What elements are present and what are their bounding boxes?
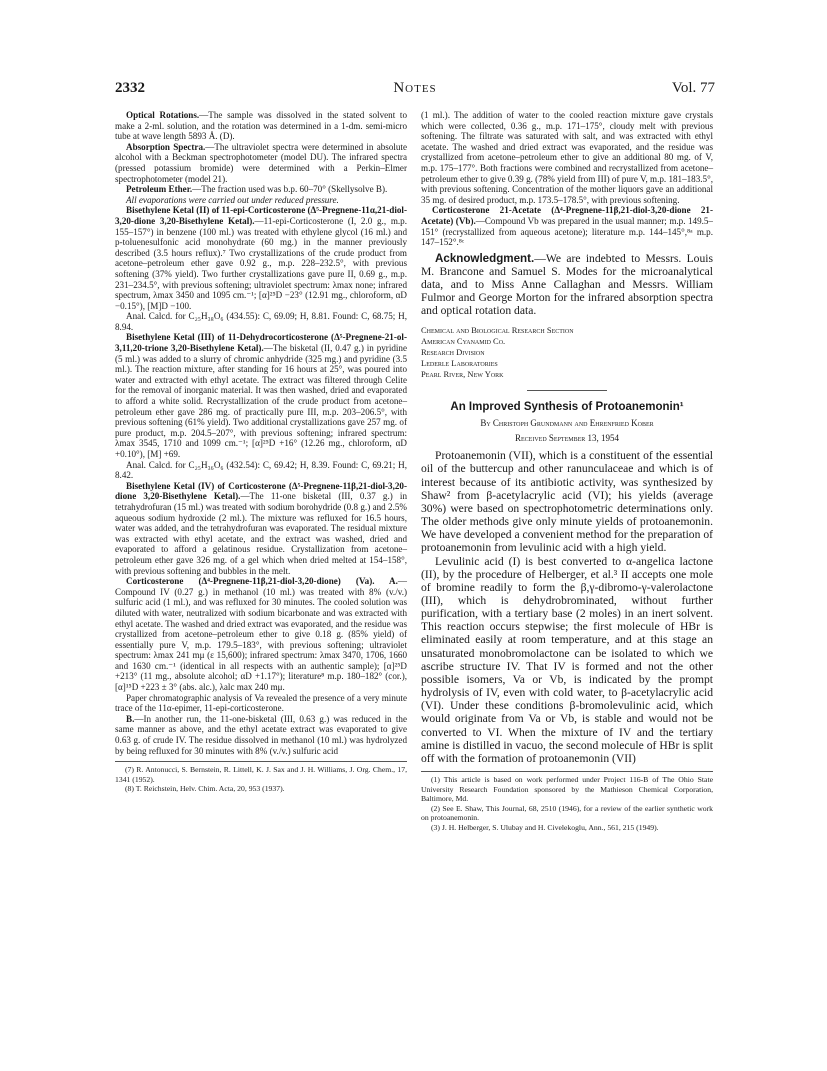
article-title: An Improved Synthesis of Protoanemonin¹ (450, 400, 684, 413)
paragraph-text: (1 ml.). The addition of water to the cooled reaction mixture gave crystals which were collected, 0.36 g., m.p. 171–175°, cloudy melt with previous softening. The filtrate was saturated with salt, and was extracted with ethyl acetate. The washed and dried extract was evaporated, and the residue was crystallized from acetone–petroleum ether to give an additional 80 mg. of V, m.p. 175–177°. Both fractions were combined and recrystallized from acetone–petroleum ether to give 0.39 g. (78% yield from III) of pure V, m.p. 181–183.5°, with previous softening. Concentration of the mother liquors gave an additional 35 mg. of desired product, m.p. 173.5–178.5°, with previous softening. (421, 110, 713, 205)
acknowledgment-heading: Acknowledgment. (435, 251, 535, 265)
paragraph-continued (421, 110, 713, 205)
paragraph-corticosterone-b (115, 714, 407, 756)
run-in-heading: B. (126, 713, 135, 724)
paragraph-text: —11-epi-Corticosterone (I, 2.0 g., m.p. 155–157°) in benzene (100 ml.) was treated with ethylene glycol (16 ml.) and p-toluenesulfonic acid monohydrate (60 mg.) in the manner previously described (3.5 hours reflux).⁷ Two crystallizations of the crude product from acetone–petroleum ether gave 0.92 g., m.p. 228–232.5°, with previous softening (37% yield). Two further crystallizations gave pure II, 0.69 g., m.p. 231–234.5°, with previous softening; ultraviolet spectrum: λmax none; infrared spectrum, λmax 3450 and 1095 cm.⁻¹; [α]²⁵D −23° (12.91 mg., chloroform, αD −0.15°), [M]D −100. (115, 215, 407, 311)
paragraph-acknowledgment (421, 252, 713, 318)
address-line: Pearl River, New York (421, 368, 504, 379)
left-footnotes (115, 761, 407, 794)
footnote-1: (1) This article is based on work performed under Project 116-B of The Ohio State University Research Foundation sponsored by the Mathieson Chemical Corporation, Baltimore, Md. (421, 775, 713, 804)
footnote-3: (3) J. H. Helberger, S. Ulubay and H. Civelekoglu, Ann., 561, 215 (1949). (431, 822, 659, 832)
footnote-2: (2) See E. Shaw, This Journal, 68, 2510 (1946), for a review of the earlier synthetic work on protoanemonin. (421, 803, 713, 823)
received-date: Received September 13, 1954 (514, 432, 619, 443)
paragraph-corticosterone-a (115, 576, 407, 693)
address-line: American Cyanamid Co. (421, 335, 506, 346)
paragraph-absorption-spectra (115, 142, 407, 184)
paragraph-text: —Compound Vb was prepared in the usual manner; m.p. 149.5–151° (recrystallized from aqueous acetone); literature m.p. 144–145°,⁸ᵃ m.p. 147–152°.⁸ᶜ (421, 215, 713, 248)
right-column (421, 110, 713, 832)
paragraph-bisketal-ii (115, 205, 407, 311)
address-line: Chemical and Biological Research Section (421, 324, 574, 335)
paragraph-text: —The 11-one bisketal (III, 0.37 g.) in tetrahydrofuran (15 ml.) was treated with sodium borohydride (0.8 g.) and 2.5% aqueous sodium hydroxide (2 ml.). The mixture was refluxed for 16.5 hours, water was added, and the tetrahydrofuran was evaporated. The residual mixture was extracted with ethyl acetate, and the extract was washed, dried and evaporated to afford a gelatinous residue. Crystallization from acetone–petroleum ether gave 326 mg. of a gel which when dried melted at 154–158°, with previous softening and bubbles in the melt. (115, 491, 407, 576)
paragraph-protoanemonin: Protoanemonin (VII), which is a constituent of the essential oil of the buttercup and other ranunculaceae and which is of interest because of its antibiotic activity, was synthesized by Shaw² from β-acetylacrylic acid (VI); his yields (average 30%) were based on spectrophotometric determinations only. The older methods give only minute yields of protoanemonin. We have developed a convenient method for the preparation of protoanemonin from levulinic acid with a high yield. (421, 449, 713, 555)
run-in-heading: Bisethylene Ketal (III) of 11-Dehydrocorticosterone (Δ⁵-Pregnene-21-ol-3,11,20-trione 3,20-Bisethylene Ketal). (115, 332, 407, 354)
paragraph-text: Paper chromatographic analysis of Va revealed the presence of a very minute trace of the 11α-epimer, 11-epi-corticosterone. (115, 692, 407, 714)
page-header (115, 80, 715, 100)
run-in-heading: Absorption Spectra. (126, 141, 206, 152)
volume-number: Vol. 77 (671, 80, 715, 96)
acknowledgment-block (421, 252, 713, 318)
paragraph-bisketal-iv (115, 481, 407, 576)
paragraph-text: —The bisketal (II, 0.47 g.) in pyridine (5 ml.) was added to a slurry of chromic anhydride (325 mg.) and pyridine (3.5 ml.). The reaction mixture, after standing for 16 hours at 25°, was poured into water and extracted with ethyl acetate. The extract was filtered through Celite for the removal of inorganic material. It was then washed, dried and evaporated to afford a white solid. Recrystallization of the crude product from acetone–petroleum ether gave 286 mg. of practically pure III, m.p. 203–206.5°, with previous softening (61% yield). Two additional crystallizations gave 257 mg. of pure product, m.p. 204.5–207°, with previous softening; infrared spectrum: λmax 3545, 1710 and 1099 cm.⁻¹; [α]²⁵D +16° (12.26 mg., chloroform, αD +0.10°), [M] +69. (115, 343, 407, 459)
page-number: 2332 (115, 80, 145, 96)
address-line: Research Division (421, 346, 485, 357)
paragraph-text: —Compound IV (0.27 g.) in methanol (10 ml.) was treated with 8% (v./v.) sulfuric acid (1 ml.), and was refluxed for 30 minutes. The cooled solution was diluted with water, neutralized with sodium bicarbonate and was extracted with ethyl acetate. The washed and dried extract was evaporated, and the residue was crystallized from acetone–petroleum ether to give 0.18 g. (85% yield) of essentially pure V, m.p. 179.5–183°, with previous softening; ultraviolet spectrum: λmax 241 mμ (ε 15,600); infrared spectrum: λmax 3470, 1706, 1660 and 1630 cm.⁻¹ (identical in all respects with an authentic sample); [α]²⁵D +213° (11 mg., absolute alcohol; αD +1.17°); literature⁸ m.p. 180–182° (cor.), [α]¹⁵D +223 ± 3° (abs. alc.), λalc max 240 mμ. (115, 576, 407, 693)
run-in-heading: Bisethylene Ketal (II) of 11-epi-Corticosterone (Δ⁵-Pregnene-11α,21-diol-3,20-dione 3,20-Bisethylene Ketal). (115, 205, 407, 226)
run-in-heading: Bisethylene Ketal (IV) of Corticosterone (Δ⁵-Pregnene-11β,21-diol-3,20-dione 3,20-Bisethylene Ketal). (115, 480, 407, 502)
right-footnotes (421, 771, 713, 832)
paragraph-paper-chromatography (115, 693, 407, 714)
footnote-7: (7) R. Antonucci, S. Bernstein, R. Littell, K. J. Sax and J. H. Williams, J. Org. Chem., 17, 1341 (1952). (115, 765, 407, 784)
run-in-heading: Corticosterone (Δ⁴-Pregnene-11β,21-diol-3,20-dione) (Va). A. (126, 576, 398, 587)
paragraph-text: —The sample was dissolved in the stated solvent to make a 2-ml. solution, and the rotation was determined in a 1-dm. semi-micro tube at wave length 5893 Å. (D). (115, 110, 407, 142)
footnote-8: (8) T. Reichstein, Helv. Chim. Acta, 20, 953 (1937). (125, 784, 285, 794)
paragraph-text: —The ultraviolet spectra were determined in absolute alcohol with a Beckman spectrophotometer (model DU). The infrared spectra (pressed potassium bromide) were determined with a Perkin–Elmer spectrophotometer (model 21). (115, 141, 407, 184)
run-in-heading: Corticosterone 21-Acetate (Δ⁴-Pregnene-11β,21-diol-3,20-dione 21-Acetate) (Vb). (421, 205, 713, 226)
paragraph-text: Anal. Calcd. for C₂₅H₃₆O₆ (432.54): C, 69.42; H, 8.39. Found: C, 69.21; H, 8.42. (115, 459, 407, 481)
article-byline: By Christoph Grundmann and Ehrenfried Kober (480, 418, 654, 429)
left-column (115, 110, 407, 794)
paragraph-analysis-1 (115, 311, 407, 332)
run-in-heading: Petroleum Ether. (126, 184, 193, 195)
paragraph-text: Anal. Calcd. for C₂₅H₃₈O₆ (434.55): C, 69.09; H, 8.81. Found: C, 68.75; H, 8.94. (115, 311, 407, 332)
paragraph-text: —In another run, the 11-one-bisketal (III, 0.63 g.) was reduced in the same manner as above, and the ethyl acetate extract was evaporated to give 0.63 g. of crude IV. The residue dissolved in methanol (10 ml.) was hydrolyzed by being refluxed for 30 minutes with 8% (v./v.) sulfuric acid (115, 713, 407, 756)
paragraph-corticosterone-acetate (421, 205, 713, 247)
affiliation-address (421, 325, 713, 380)
paragraph-text: —We are indebted to Messrs. Louis M. Brancone and Samuel S. Modes for the microanalytical data, and to Miss Anne Callaghan and Messrs. William Fulmor and George Morton for the infrared absorption spectra and optical rotation data. (421, 251, 713, 318)
paragraph-bisketal-iii (115, 332, 407, 459)
paragraph-analysis-2 (115, 460, 407, 481)
paragraph-evaporations (115, 195, 407, 206)
section-title: Notes (393, 80, 437, 96)
address-line: Lederle Laboratories (421, 357, 498, 368)
run-in-heading: Optical Rotations. (126, 110, 200, 120)
article-body (421, 449, 713, 765)
paragraph-text: All evaporations were carried out under reduced pressure. (126, 194, 339, 205)
article-divider (527, 390, 607, 391)
paragraph-petroleum-ether (115, 184, 407, 195)
paragraph-text: —The fraction used was b.p. 60–70° (Skellysolve B). (192, 184, 388, 195)
paragraph-optical-rotations (115, 110, 407, 142)
paragraph-levulinic-acid: Levulinic acid (I) is best converted to α-angelica lactone (II), by the procedure of Helberger, et al.³ II accepts one mole of bromine readily to form the β,γ-dibromo-γ-valerolactone (III), which is dehydrobrominated, without further purification, with a tertiary base (2 moles) in an inert solvent. This reaction occurs stepwise; the first molecule of HBr is eliminated easily at room temperature, and at this stage an unsaturated monobromolactone can be isolated to which we ascribe structure IV. That IV is formed and not the other possible isomers, Va or Vb, is indicated by the prompt hydrolysis of IV, even with cold water, to β-acetylacrylic acid (VI). Under these conditions β-bromolevulinic acid, which would originate from Va or Vb, is stable and would not be converted to VI. When the mixture of IV and the tertiary amine is distilled in vacuo, the second molecule of HBr is split off with the formation of protoanemonin (VII) (421, 554, 713, 765)
